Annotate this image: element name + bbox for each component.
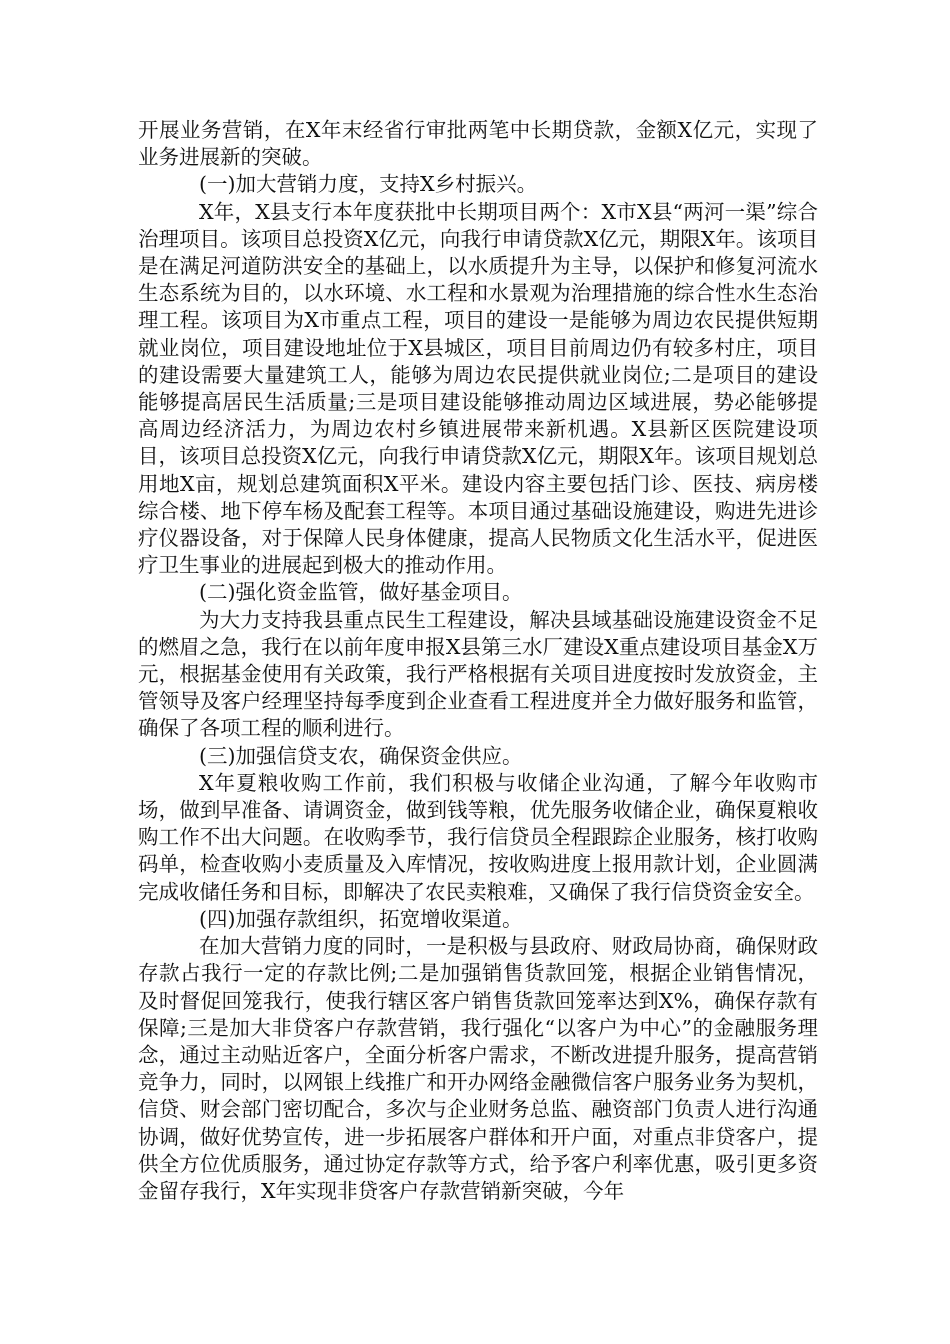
- section-heading-4: (四)加强存款组织，拓宽增收渠道。: [199, 906, 523, 931]
- paragraph-continuation: 开展业务营销，在X年末经省行审批两笔中长期贷款，金额X亿元，实现了业务进展新的突破。: [138, 118, 818, 170]
- section-heading-2: (二)强化资金监管，做好基金项目。: [199, 580, 523, 605]
- document-page: [138, 117, 818, 1205]
- paragraph-body: X年夏粮收购工作前，我们积极与收储企业沟通，了解今年收购市场，做到早准备、请调资金，做到钱等粮，优先服务收储企业，确保夏粮收购工作不出大问题。在收购季节，我行信贷员全程跟踪企业服务，核打收购码单，检查收购小麦质量及入库情况，按收购进度上报用款计划，企业圆满完成收储任务和目标，即解决了农民卖粮难，又确保了我行信贷资金安全。: [138, 770, 818, 904]
- paragraph-body: 为大力支持我县重点民生工程建设，解决县域基础设施建设资金不足的燃眉之急，我行在以前年度申报X县第三水厂建设X重点建设项目基金X万元，根据基金使用有关政策，我行严格根据有关项目进度按时发放资金，主管领导及客户经理坚持每季度到企业查看工程进度并全力做好服务和监管，确保了各项工程的顺利进行。: [138, 607, 818, 741]
- section-heading-1: (一)加大营销力度，支持X乡村振兴。: [199, 172, 538, 197]
- paragraph-body: X年，X县支行本年度获批中长期项目两个：X市X县“两河一渠”综合治理项目。该项目总投资X亿元，向我行申请贷款X亿元，期限X年。该项目是在满足河道防洪安全的基础上，以水质提升为主导，以保护和修复河流水生态系统为目的，以水环境、水工程和水景观为治理措施的综合性水生态治理工程。该项目为X市重点工程，项目的建设一是能够为周边农民提供短期就业岗位，项目建设地址位于X县城区，项目目前周边仍有较多村庄，项目的建设需要大量建筑工人，能够为周边农民提供就业岗位;二是项目的建设能够提高居民生活质量;三是项目建设能够推动周边区域进展，势必能够提高周边经济活力，为周边农村乡镇进展带来新机遇。X县新区医院建设项目，该项目总投资X亿元，向我行申请贷款X亿元，期限X年。该项目规划总用地X亩，规划总建筑面积X平米。建设内容主要包括门诊、医技、病房楼综合楼、地下停车杨及配套工程等。本项目通过基础设施建设，购进先进诊疗仪器设备，对于保障人民身体健康，提高人民物质文化生活水平，促进医疗卫生事业的进展起到极大的推动作用。: [138, 199, 818, 578]
- paragraph-body: 在加大营销力度的同时，一是积极与县政府、财政局协商，确保财政存款占我行一定的存款比例;二是加强销售货款回笼，根据企业销售情况，及时督促回笼我行，使我行辖区客户销售货款回笼率达到X%，确保存款有保障;三是加大非贷客户存款营销，我行强化“以客户为中心”的金融服务理念，通过主动贴近客户，全面分析客户需求，不断改进提升服务，提高营销竞争力，同时，以网银上线推广和开办网络金融微信客户服务业务为契机，信贷、财会部门密切配合，多次与企业财务总监、融资部门负责人进行沟通协调，做好优势宣传，进一步拓展客户群体和开户面，对重点非贷客户，提供全方位优质服务，通过协定存款等方式，给予客户利率优惠，吸引更多资金留存我行，X年实现非贷客户存款营销新突破，今年: [138, 934, 818, 1203]
- section-heading-3: (三)加强信贷支农，确保资金供应。: [199, 743, 523, 768]
